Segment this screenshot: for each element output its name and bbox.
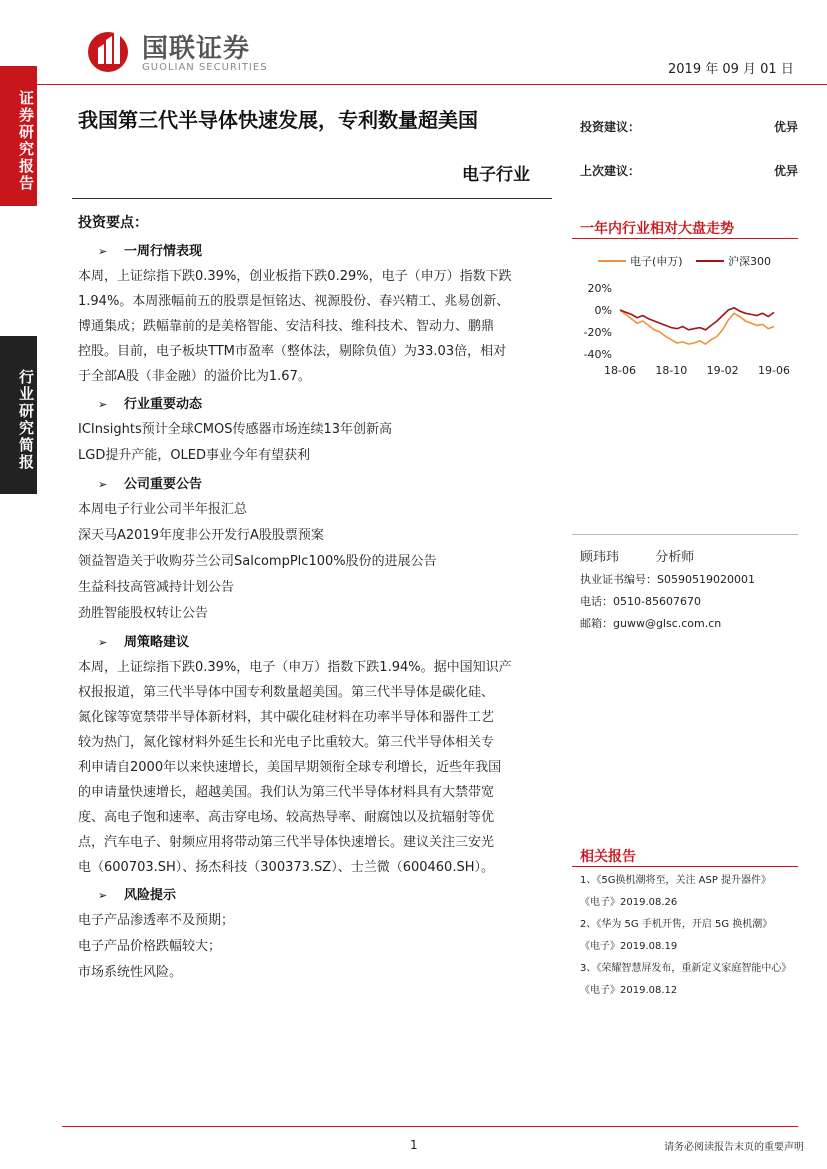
- industry-name: 电子行业: [462, 165, 530, 185]
- body-line: 利申请自2000年以来快速增长，美国早期领衔全球专利增长，近些年我国: [78, 760, 502, 775]
- y-tick-label: -20%: [583, 326, 612, 339]
- related-report-source: 《电子》2019.08.12: [580, 985, 678, 996]
- body-line: 生益科技高管减持计划公告: [78, 580, 235, 595]
- section-heading-text: 一周行情表现: [124, 244, 203, 259]
- related-report-source: 《电子》2019.08.26: [580, 897, 678, 908]
- section-heading: [78, 473, 548, 497]
- x-tick-label: 18-06: [604, 364, 636, 377]
- analyst-name: 顾玮玮: [580, 550, 620, 565]
- body-line: 于全部A股（非金融）的溢价比为1.67。: [78, 369, 311, 384]
- phone-number: 0510-85607670: [613, 595, 701, 608]
- section-heading-text: 公司重要公告: [124, 477, 203, 492]
- body-line: 领益智造关于收购芬兰公司SalcompPlc100%股份的进展公告: [78, 554, 437, 569]
- cert-number: S0590519020001: [657, 573, 755, 586]
- key-points-heading: 投资要点：: [78, 215, 148, 231]
- body-line: 市场系统性风险。: [78, 965, 183, 980]
- relative-performance-chart: [574, 248, 794, 378]
- arrow-bullet-icon: ➢: [98, 245, 108, 258]
- y-tick-label: -40%: [583, 348, 612, 361]
- section-heading: [78, 393, 548, 417]
- x-tick-label: 18-10: [655, 364, 688, 377]
- section-heading: [78, 631, 548, 655]
- section-heading-text: 风险提示: [124, 888, 177, 903]
- rating-current-label: 投资建议：: [580, 120, 641, 134]
- body-line: 控股。目前，电子板块TTM市盈率（整体法，剔除负值）为33.03倍，相对: [78, 344, 507, 359]
- rating-current-value: 优异: [774, 120, 799, 134]
- x-tick-label: 19-06: [758, 364, 790, 377]
- section-heading-text: 行业重要动态: [124, 397, 203, 412]
- body-line: 博通集成；跌幅靠前的是美格智能、安洁科技、维科技术、智动力、鹏鼎: [78, 319, 495, 334]
- cert-label: 执业证书编号：: [580, 573, 657, 586]
- body-line: 点，汽车电子、射频应用将带动第三代半导体快速增长。建议关注三安光: [78, 835, 495, 850]
- x-tick-label: 19-02: [706, 364, 739, 377]
- page-number: 1: [410, 1138, 418, 1152]
- phone-label: 电话：: [580, 595, 613, 608]
- logo-emblem-icon: [84, 26, 132, 74]
- title-divider: [72, 198, 552, 199]
- rating-previous-label: 上次建议：: [580, 164, 641, 178]
- side-label-report-type: 证券研究报告: [0, 66, 37, 206]
- chart-title: 一年内行业相对大盘走势: [580, 221, 734, 237]
- related-report-link[interactable]: 3、《荣耀智慧屏发布，重新定义家庭智能中心》: [580, 963, 792, 974]
- body-line: 本周，上证综指下跌0.39%，电子（申万）指数下跌1.94%。据中国知识产: [78, 660, 512, 675]
- body-line: 电子产品价格跌幅较大；: [78, 939, 222, 954]
- logo: [84, 26, 304, 76]
- side-label-report-category: 行业研究简报: [0, 336, 37, 494]
- body-line: 本周，上证综指下跌0.39%，创业板指下跌0.29%，电子（申万）指数下跌: [78, 269, 512, 284]
- related-reports-title: 相关报告: [580, 849, 636, 865]
- body-line: 电子产品渗透率不及预期；: [78, 913, 235, 928]
- body-line: 本周电子行业公司半年报汇总: [78, 502, 248, 517]
- rating-previous-value: 优异: [774, 164, 799, 178]
- section-heading-text: 周策略建议: [124, 635, 190, 650]
- related-report-link[interactable]: 1、《5G换机潮将至，关注 ASP 提升器件》: [580, 875, 772, 886]
- body-line: 劲胜智能股权转让公告: [78, 606, 209, 621]
- body-line: 电（600703.SH）、扬杰科技（300373.SZ）、士兰微（600460.SH）。: [78, 860, 494, 875]
- legend-label-electronics: 电子(申万): [630, 255, 683, 268]
- section-heading: [78, 240, 548, 264]
- related-reports-underline: [572, 866, 798, 867]
- related-report-source: 《电子》2019.08.19: [580, 941, 678, 952]
- section-heading: [78, 884, 548, 908]
- body-line: LGD提升产能，OLED事业今年有望获利: [78, 448, 311, 463]
- series-line-hs300: [620, 308, 774, 330]
- body-line: 较为热门，氮化镓材料外延生长和光电子比重较大。第三代半导体相关专: [78, 735, 495, 750]
- body-line: 的申请量快速增长，超越美国。我们认为第三代半导体材料具有大禁带宽: [78, 785, 495, 800]
- report-date: 2019 年 09 月 01 日: [668, 62, 794, 77]
- chart-title-underline: [572, 238, 798, 239]
- disclaimer-note: 请务必阅读报告末页的重要声明: [664, 1142, 804, 1153]
- main-body: [78, 240, 548, 986]
- email-link[interactable]: guww@glsc.com.cn: [613, 617, 722, 630]
- body-line: 氮化镓等宽禁带半导体新材料，其中碳化硅材料在功率半导体和器件工艺: [78, 710, 495, 725]
- arrow-bullet-icon: ➢: [98, 398, 108, 411]
- body-line: 度、高电子饱和速率、高击穿电场、较高热导率、耐腐蚀以及抗辐射等优: [78, 810, 495, 825]
- header-divider: [0, 84, 827, 85]
- legend-label-hs300: 沪深300: [728, 255, 771, 268]
- logo-name-cn: 国联证券: [142, 34, 251, 64]
- arrow-bullet-icon: ➢: [98, 478, 108, 491]
- analyst-role: 分析师: [655, 550, 695, 565]
- body-line: 权报报道，第三代半导体中国专利数量超美国。第三代半导体是碳化硅、: [78, 685, 495, 700]
- y-tick-label: 20%: [587, 282, 612, 295]
- analyst-block: [580, 546, 810, 631]
- arrow-bullet-icon: ➢: [98, 636, 108, 649]
- arrow-bullet-icon: ➢: [98, 889, 108, 902]
- related-reports-list: [580, 870, 810, 1002]
- footer-divider: [62, 1126, 798, 1127]
- related-report-link[interactable]: 2、《华为 5G 手机开售，开启 5G 换机潮》: [580, 919, 773, 930]
- analyst-divider: [572, 534, 798, 535]
- body-line: ICInsights预计全球CMOS传感器市场连续13年创新高: [78, 422, 393, 437]
- logo-name-en: GUOLIAN SECURITIES: [142, 62, 268, 73]
- email-label: 邮箱：: [580, 617, 613, 630]
- report-title: 我国第三代半导体快速发展，专利数量超美国: [78, 108, 478, 132]
- y-tick-label: 0%: [594, 304, 612, 317]
- body-line: 深天马A2019年度非公开发行A股股票预案: [78, 528, 324, 543]
- body-line: 1.94%。本周涨幅前五的股票是恒铭达、视源股份、春兴精工、兆易创新、: [78, 294, 510, 309]
